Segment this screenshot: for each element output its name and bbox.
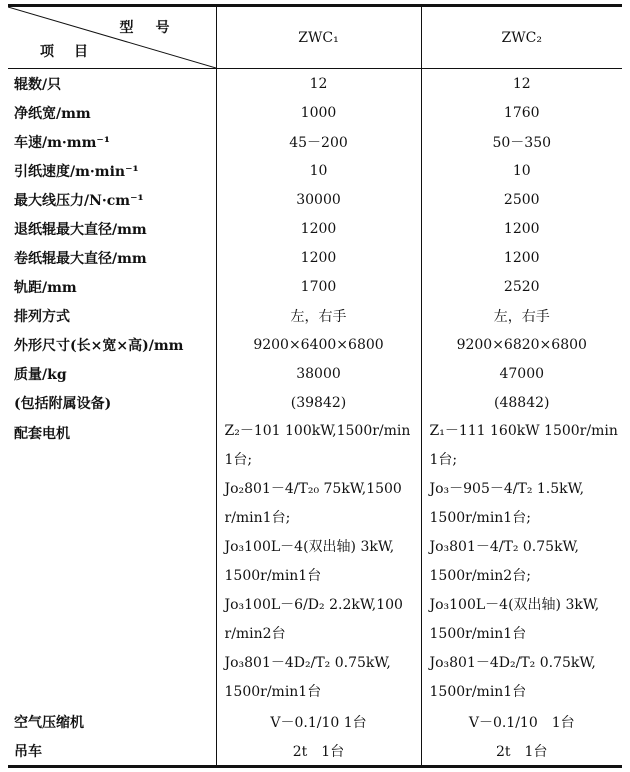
motor-label: 配套电机 — [14, 426, 70, 442]
row-label: 引纸速度/m·min⁻¹ — [14, 163, 139, 180]
row-value-zwc1: 左，右手 — [216, 301, 421, 330]
header-diagonal-cell — [8, 6, 216, 69]
motor-line: Jo₂801－4/T₂₀ 75kW,1500 — [224, 481, 402, 497]
table-row — [8, 185, 622, 214]
row-value-zwc2: (48842) — [421, 388, 622, 417]
table-row — [8, 272, 622, 301]
motor-line: Z₁－111 160kW 1500r/min — [429, 423, 618, 439]
row-value-zwc1: 1700 — [216, 272, 421, 301]
table-row — [8, 69, 622, 99]
motor-line: 1台; — [224, 452, 253, 468]
row-value-zwc1: 45－200 — [216, 127, 421, 156]
table-row — [8, 127, 622, 156]
row-value-zwc2: 10 — [421, 156, 622, 185]
row-value-zwc2: 9200×6820×6800 — [421, 330, 622, 359]
motor-line: 1500r/min1台 — [429, 626, 527, 642]
table-row — [8, 330, 622, 359]
row-label: (包括附属设备) — [14, 395, 112, 412]
motor-line: Jo₃801－4D₂/T₂ 0.75kW, — [429, 655, 596, 671]
motor-line: r/min2台 — [224, 626, 286, 642]
table-row — [8, 388, 622, 417]
row-label: 外形尺寸(长×宽×高)/mm — [14, 337, 184, 354]
table-row — [8, 707, 622, 736]
row-value-zwc2: 2500 — [421, 185, 622, 214]
row-value-zwc1: 1000 — [216, 98, 421, 127]
row-label: 轨距/mm — [14, 279, 77, 296]
motor-col1 — [216, 417, 421, 707]
motor-row — [8, 417, 622, 707]
row-label: 质量/kg — [14, 366, 67, 383]
model-zwc2: ZWC₂ — [421, 6, 622, 69]
row-value-zwc1: (39842) — [216, 388, 421, 417]
row-value-zwc2: 2520 — [421, 272, 622, 301]
table-row — [8, 243, 622, 272]
item-label: 项目 — [40, 44, 108, 60]
row-value-zwc2: 左，右手 — [421, 301, 622, 330]
row-value-zwc2: 1200 — [421, 243, 622, 272]
row-label: 辊数/只 — [14, 76, 62, 93]
motor-line: Jo₃－905－4/T₂ 1.5kW, — [429, 481, 585, 497]
row-label: 卷纸辊最大直径/mm — [14, 250, 147, 267]
row-value-zwc2: 50－350 — [421, 127, 622, 156]
table-row — [8, 301, 622, 330]
row-value-zwc1: 30000 — [216, 185, 421, 214]
motor-line: 1500r/min1台 — [429, 684, 527, 700]
row-value-zwc2: 47000 — [421, 359, 622, 388]
table-row — [8, 98, 622, 127]
row-label: 吊车 — [8, 736, 216, 767]
motor-line: Jo₃100L－4(双出轴) 3kW, — [224, 539, 395, 555]
motor-line: 1500r/min1台 — [224, 568, 322, 584]
row-value-zwc1: 9200×6400×6800 — [216, 330, 421, 359]
model-label: 型号 — [119, 20, 192, 36]
tail-rows — [8, 707, 622, 767]
row-label: 车速/m·mm⁻¹ — [14, 134, 110, 151]
row-label: 排列方式 — [14, 308, 70, 325]
table-row — [8, 156, 622, 185]
row-value-zwc2: V－0.1/10 1台 — [421, 707, 622, 736]
motor-line: r/min1台; — [224, 510, 291, 526]
motor-line: Jo₃801－4D₂/T₂ 0.75kW, — [224, 655, 391, 671]
row-value-zwc1: 10 — [216, 156, 421, 185]
row-value-zwc2: 2t 1台 — [421, 736, 622, 767]
motor-line: Jo₃801－4/T₂ 0.75kW, — [429, 539, 579, 555]
row-label: 空气压缩机 — [14, 714, 84, 731]
row-value-zwc1: 12 — [216, 69, 421, 99]
header-row — [8, 6, 622, 69]
row-value-zwc1: 1200 — [216, 243, 421, 272]
row-value-zwc2: 1200 — [421, 214, 622, 243]
motor-line: 1台; — [429, 452, 458, 468]
motor-line: Z₂－101 100kW,1500r/min — [224, 423, 411, 439]
row-value-zwc1: V－0.1/10 1台 — [216, 707, 421, 736]
spec-rows — [8, 69, 622, 418]
spec-table — [8, 4, 622, 768]
motor-col2 — [421, 417, 622, 707]
table-row — [8, 214, 622, 243]
table-row — [8, 736, 622, 767]
motor-line: Jo₃100L－4(双出轴) 3kW, — [429, 597, 600, 613]
row-value-zwc1: 2t 1台 — [216, 736, 421, 767]
row-value-zwc2: 1760 — [421, 98, 622, 127]
row-value-zwc1: 38000 — [216, 359, 421, 388]
motor-line: 1500r/min2台; — [429, 568, 531, 584]
motor-line: 1500r/min1台; — [429, 510, 531, 526]
row-value-zwc2: 12 — [421, 69, 622, 99]
model-zwc1: ZWC₁ — [216, 6, 421, 69]
row-label: 最大线压力/N·cm⁻¹ — [14, 192, 144, 209]
row-value-zwc1: 1200 — [216, 214, 421, 243]
table-row — [8, 359, 622, 388]
motor-line: 1500r/min1台 — [224, 684, 322, 700]
motor-line: Jo₃100L－6/D₂ 2.2kW,100 — [224, 597, 403, 613]
row-label: 退纸辊最大直径/mm — [14, 221, 147, 238]
row-label: 净纸宽/mm — [14, 105, 91, 122]
